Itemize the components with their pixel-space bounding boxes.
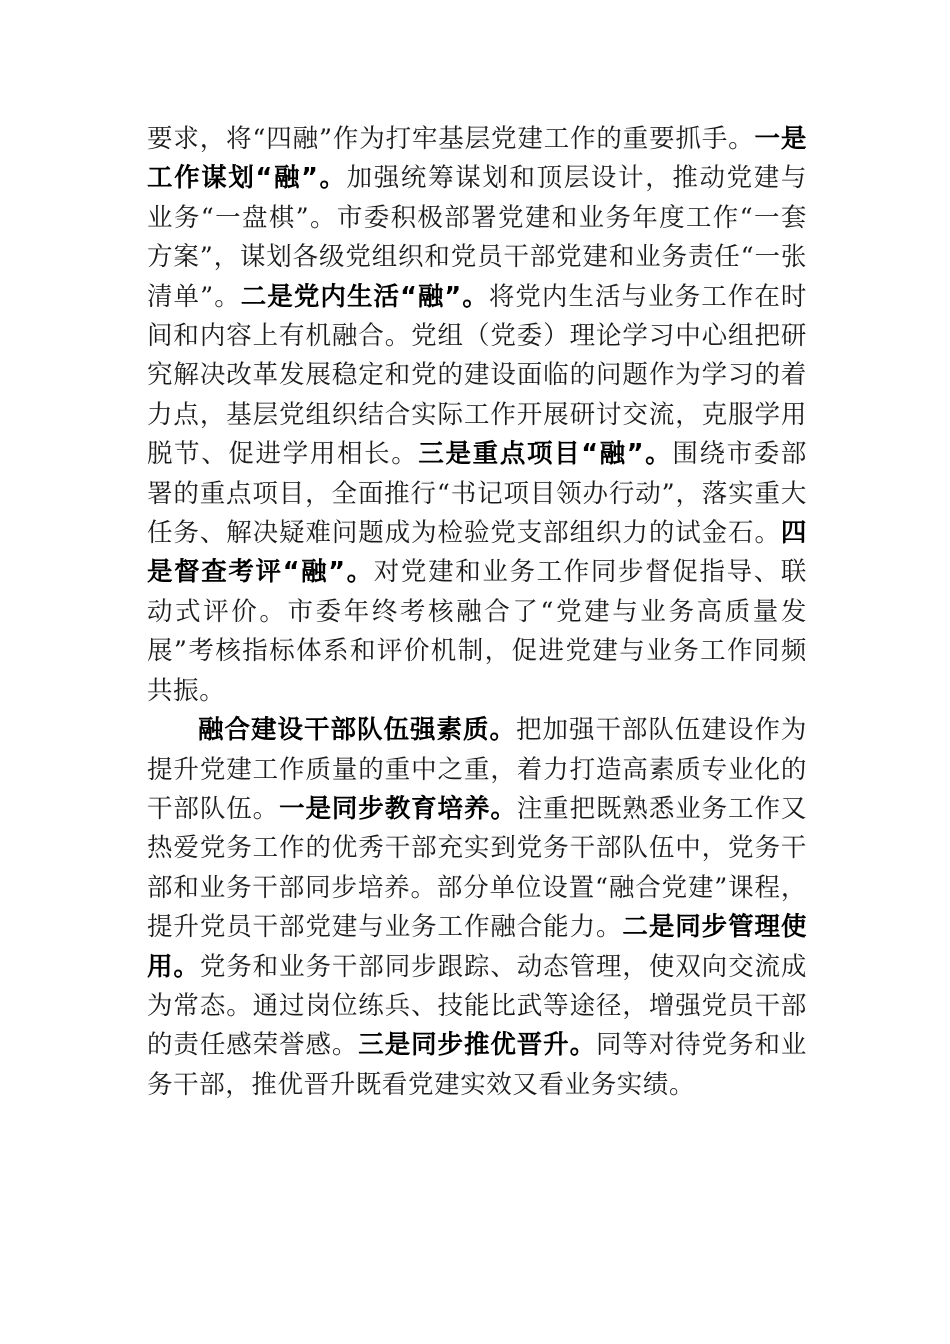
paragraph-text: 对党建和业务工作同步督促指导、联动式评价。市委年终考核融合了“党建与业务高质量发展”考核指标体系和评价机制，促进党建与业务工作同频共振。 xyxy=(147,557,808,706)
paragraph-text: 注重把既熟悉业务工作又热爱党务工作的优秀干部充实到党务干部队伍中，党务干部和业务干部同步培养。部分单位设置“融合党建”课程，提升党员干部党建与业务工作融合能力。 xyxy=(147,793,807,943)
paragraph-text: 围绕市委部署的重点项目，全面推行“书记项目领办行动”，落实重大任务、解决疑难问题成为检验党支部组织力的试金石。 xyxy=(147,439,807,549)
paragraph-text: 同等对待党务和业务干部，推优晋升既看党建实效又看业务实绩。 xyxy=(147,1030,807,1100)
paragraph-text: 加强统筹谋划和顶层设计，推动党建与业务“一盘棋”。市委积极部署党建和业务年度工作“一套方案”，谋划各级党组织和党员干部党建和业务责任“一张清单”。 xyxy=(147,163,808,312)
bold-heading-key-projects: 三是重点项目“融”。 xyxy=(418,439,673,470)
bold-heading-supervision-evaluation: 四是督查考评“融”。 xyxy=(147,518,807,588)
bold-heading-cadre-team: 融合建设干部队伍强素质。 xyxy=(198,715,516,746)
document-body xyxy=(147,120,807,1105)
bold-heading-party-life: 二是党内生活“融”。 xyxy=(240,281,489,312)
paragraph-text: 党务和业务干部同步跟踪、动态管理，使双向交流成为常态。通过岗位练兵、技能比武等途径，增强党员干部的责任感荣誉感。 xyxy=(147,951,807,1061)
bold-heading-promotion: 三是同步推优晋升。 xyxy=(358,1030,596,1061)
paragraph-text: 把加强干部队伍建设作为提升党建工作质量的重中之重，着力打造高素质专业化的干部队伍。 xyxy=(147,715,808,824)
bold-heading-work-planning: 一是工作谋划“融”。 xyxy=(147,124,807,194)
bold-heading-education-training: 一是同步教育培养。 xyxy=(279,793,517,824)
paragraph-cadre-team xyxy=(147,711,807,1105)
bold-heading-management-use: 二是同步管理使用。 xyxy=(147,912,807,982)
paragraph-text: 将党内生活与业务工作在时间和内容上有机融合。党组（党委）理论学习中心组把研究解决改革发展稳定和党的建设面临的问题作为学习的着力点，基层党组织结合实际工作开展研讨交流，克服学用脱节、促进学用相长。 xyxy=(147,281,807,470)
paragraph-four-integrations xyxy=(147,120,807,711)
paragraph-text: 要求，将“四融”作为打牢基层党建工作的重要抓手。 xyxy=(147,124,755,154)
